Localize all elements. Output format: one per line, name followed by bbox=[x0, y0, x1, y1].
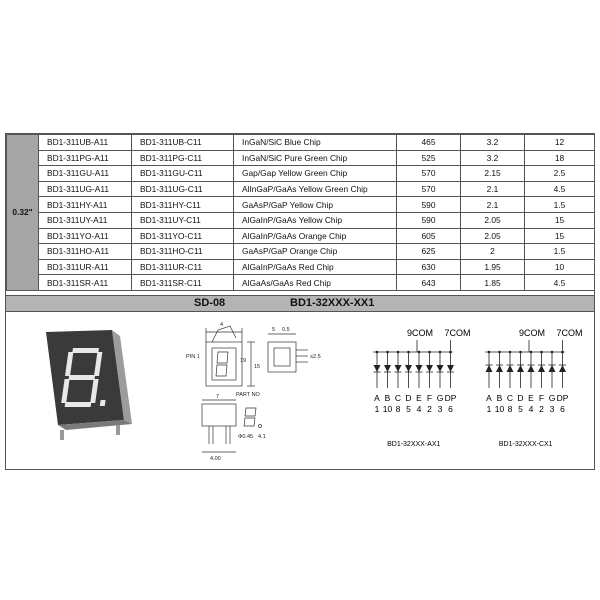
led-diode-icon bbox=[374, 365, 381, 372]
dim-7: 7 bbox=[216, 394, 220, 400]
segment-label: DP bbox=[556, 393, 569, 403]
vf-cell: 1.85 bbox=[461, 275, 525, 291]
wavelength-cell: 590 bbox=[397, 212, 461, 228]
table-row bbox=[7, 197, 595, 213]
display-photo bbox=[46, 330, 132, 440]
common-right-label: 7COM bbox=[556, 328, 583, 338]
wavelength-cell: 643 bbox=[397, 275, 461, 291]
iv-cell: 2.5 bbox=[525, 166, 595, 182]
iv-cell: 15 bbox=[525, 212, 595, 228]
cathode-part-cell: BD1-311UY-C11 bbox=[132, 212, 234, 228]
wavelength-cell: 605 bbox=[397, 228, 461, 244]
segment-label: A bbox=[374, 393, 380, 403]
segment-label: E bbox=[528, 393, 534, 403]
cathode-part-cell: BD1-311YO-C11 bbox=[132, 228, 234, 244]
segment-label: F bbox=[426, 393, 433, 403]
cathode-part-cell: BD1-311GU-C11 bbox=[132, 166, 234, 182]
led-diode-icon bbox=[437, 365, 444, 372]
dim-4-00: 4.00 bbox=[210, 456, 221, 462]
table-row bbox=[7, 259, 595, 275]
anode-part-cell: BD1-311PG-A11 bbox=[39, 150, 132, 166]
drawings-svg bbox=[6, 312, 594, 470]
vf-cell: 2.05 bbox=[461, 212, 525, 228]
iv-cell: 15 bbox=[525, 228, 595, 244]
wavelength-cell: 570 bbox=[397, 181, 461, 197]
wavelength-cell: 570 bbox=[397, 166, 461, 182]
segment-label: D bbox=[517, 393, 524, 403]
led-diode-icon bbox=[486, 365, 493, 372]
led-diode-icon bbox=[528, 365, 535, 372]
circuit-common-cathode bbox=[485, 328, 583, 448]
led-diode-icon bbox=[507, 365, 514, 372]
table-row bbox=[7, 228, 595, 244]
circuit-common-anode bbox=[373, 328, 471, 448]
segment-label: DP bbox=[444, 393, 457, 403]
vf-cell: 2.05 bbox=[461, 228, 525, 244]
iv-cell: 1.5 bbox=[525, 244, 595, 260]
iv-cell: 4.5 bbox=[525, 181, 595, 197]
iv-cell: 12 bbox=[525, 135, 595, 151]
cathode-part-cell: BD1-311SR-C11 bbox=[132, 275, 234, 291]
iv-cell: 18 bbox=[525, 150, 595, 166]
chip-cell: Gap/Gap Yellow Green Chip bbox=[234, 166, 397, 182]
spec-sheet bbox=[5, 133, 595, 470]
segment-label: G bbox=[548, 393, 556, 403]
pin-label: 10 bbox=[494, 404, 505, 414]
iv-cell: 1.5 bbox=[525, 197, 595, 213]
vf-cell: 2.1 bbox=[461, 197, 525, 213]
led-diode-icon bbox=[496, 365, 503, 372]
table-row bbox=[7, 166, 595, 182]
pin-label: 8 bbox=[507, 404, 513, 414]
led-diode-icon bbox=[559, 365, 566, 372]
wavelength-cell: 630 bbox=[397, 259, 461, 275]
cathode-part-cell: BD1-311HY-C11 bbox=[132, 197, 234, 213]
table-row bbox=[7, 275, 595, 291]
dim-4: 4 bbox=[220, 322, 224, 328]
segment-label: B bbox=[496, 393, 503, 403]
segment-label: F bbox=[538, 393, 545, 403]
led-diode-icon bbox=[416, 365, 423, 372]
pin-label: 10 bbox=[382, 404, 393, 414]
pin-label: 3 bbox=[437, 404, 443, 414]
pin-label: 3 bbox=[549, 404, 555, 414]
section-band bbox=[6, 295, 594, 312]
wavelength-cell: 525 bbox=[397, 150, 461, 166]
vf-cell: 3.2 bbox=[461, 150, 525, 166]
led-diode-icon bbox=[426, 365, 433, 372]
common-left-label: 9COM bbox=[519, 328, 546, 338]
cathode-part-cell: BD1-311UB-C11 bbox=[132, 135, 234, 151]
table-row bbox=[7, 150, 595, 166]
pin-label: 6 bbox=[560, 404, 565, 414]
chip-cell: AlGaInP/GaAs Orange Chip bbox=[234, 228, 397, 244]
spec-table bbox=[6, 134, 595, 291]
anode-part-cell: BD1-311YO-A11 bbox=[39, 228, 132, 244]
circuit-caption: BD1-32XXX-AX1 bbox=[387, 441, 441, 448]
table-row bbox=[7, 212, 595, 228]
dim-4-1: 4.1 bbox=[258, 434, 266, 440]
chip-cell: GaAsP/GaP Yellow Chip bbox=[234, 197, 397, 213]
led-diode-icon bbox=[517, 365, 524, 372]
vf-cell: 2.1 bbox=[461, 181, 525, 197]
cathode-part-cell: BD1-311HO-C11 bbox=[132, 244, 234, 260]
anode-part-cell: BD1-311GU-A11 bbox=[39, 166, 132, 182]
table-row bbox=[7, 181, 595, 197]
anode-part-cell: BD1-311UB-A11 bbox=[39, 135, 132, 151]
pin-label: 5 bbox=[518, 404, 523, 414]
led-diode-icon bbox=[395, 365, 402, 372]
dim-part-no: PART NO bbox=[236, 392, 260, 398]
led-diode-icon bbox=[384, 365, 391, 372]
led-diode-icon bbox=[447, 365, 454, 372]
anode-part-cell: BD1-311UG-A11 bbox=[39, 181, 132, 197]
common-left-label: 9COM bbox=[407, 328, 434, 338]
dim-19: 19 bbox=[240, 358, 247, 364]
led-diode-icon bbox=[549, 365, 556, 372]
dim-15: 15 bbox=[254, 364, 261, 370]
vf-cell: 3.2 bbox=[461, 135, 525, 151]
section-model: SD-08 bbox=[194, 297, 226, 309]
cathode-part-cell: BD1-311PG-C11 bbox=[132, 150, 234, 166]
dim-pin: PIN 1 bbox=[186, 354, 200, 360]
dim-0-45: Φ0.45 bbox=[238, 434, 254, 440]
chip-cell: AlInGaP/GaAs Yellow Green Chip bbox=[234, 181, 397, 197]
segment-label: A bbox=[486, 393, 492, 403]
pin-label: 5 bbox=[406, 404, 411, 414]
chip-cell: InGaN/SiC Blue Chip bbox=[234, 135, 397, 151]
mechanical-drawing bbox=[202, 326, 308, 452]
wavelength-cell: 625 bbox=[397, 244, 461, 260]
pin-label: 6 bbox=[448, 404, 453, 414]
pin-label: 4 bbox=[528, 404, 534, 414]
circuit-caption: BD1-32XXX-CX1 bbox=[498, 441, 553, 448]
chip-cell: GaAsP/GaP Orange Chip bbox=[234, 244, 397, 260]
anode-part-cell: BD1-311HY-A11 bbox=[39, 197, 132, 213]
pin-label: 8 bbox=[395, 404, 401, 414]
chip-cell: AlGaInP/GaAs Yellow Chip bbox=[234, 212, 397, 228]
segment-label: C bbox=[394, 393, 402, 403]
pin-label: 1 bbox=[374, 404, 380, 414]
anode-part-cell: BD1-311UY-A11 bbox=[39, 212, 132, 228]
segment-label: B bbox=[384, 393, 391, 403]
iv-cell: 10 bbox=[525, 259, 595, 275]
chip-cell: InGaN/SiC Pure Green Chip bbox=[234, 150, 397, 166]
anode-part-cell: BD1-311SR-A11 bbox=[39, 275, 132, 291]
table-row bbox=[7, 244, 595, 260]
wavelength-cell: 465 bbox=[397, 135, 461, 151]
segment-label: E bbox=[416, 393, 422, 403]
chip-cell: AlGaAs/GaAs Red Chip bbox=[234, 275, 397, 291]
dim-25: ≤2.5 bbox=[310, 354, 321, 360]
vf-cell: 2.15 bbox=[461, 166, 525, 182]
anode-part-cell: BD1-311HO-A11 bbox=[39, 244, 132, 260]
pin-label: 2 bbox=[427, 404, 432, 414]
segment-label: D bbox=[405, 393, 412, 403]
led-diode-icon bbox=[405, 365, 412, 372]
wavelength-cell: 590 bbox=[397, 197, 461, 213]
chip-cell: AlGaInP/GaAs Red Chip bbox=[234, 259, 397, 275]
size-label: 0.32" bbox=[7, 135, 39, 291]
pin-label: 1 bbox=[486, 404, 492, 414]
vf-cell: 1.95 bbox=[461, 259, 525, 275]
common-right-label: 7COM bbox=[444, 328, 471, 338]
drawings-panel bbox=[6, 312, 594, 470]
anode-part-cell: BD1-311UR-A11 bbox=[39, 259, 132, 275]
segment-label: G bbox=[436, 393, 444, 403]
segment-label: C bbox=[506, 393, 514, 403]
section-series: BD1-32XXX-XX1 bbox=[290, 297, 375, 309]
dim-0-5: 0.5 bbox=[282, 327, 290, 333]
cathode-part-cell: BD1-311UR-C11 bbox=[132, 259, 234, 275]
pin-label: 2 bbox=[539, 404, 544, 414]
table-row bbox=[7, 135, 595, 151]
dim-5: 5 bbox=[272, 327, 276, 333]
iv-cell: 4.5 bbox=[525, 275, 595, 291]
vf-cell: 2 bbox=[461, 244, 525, 260]
cathode-part-cell: BD1-311UG-C11 bbox=[132, 181, 234, 197]
pin-label: 4 bbox=[416, 404, 422, 414]
led-diode-icon bbox=[538, 365, 545, 372]
